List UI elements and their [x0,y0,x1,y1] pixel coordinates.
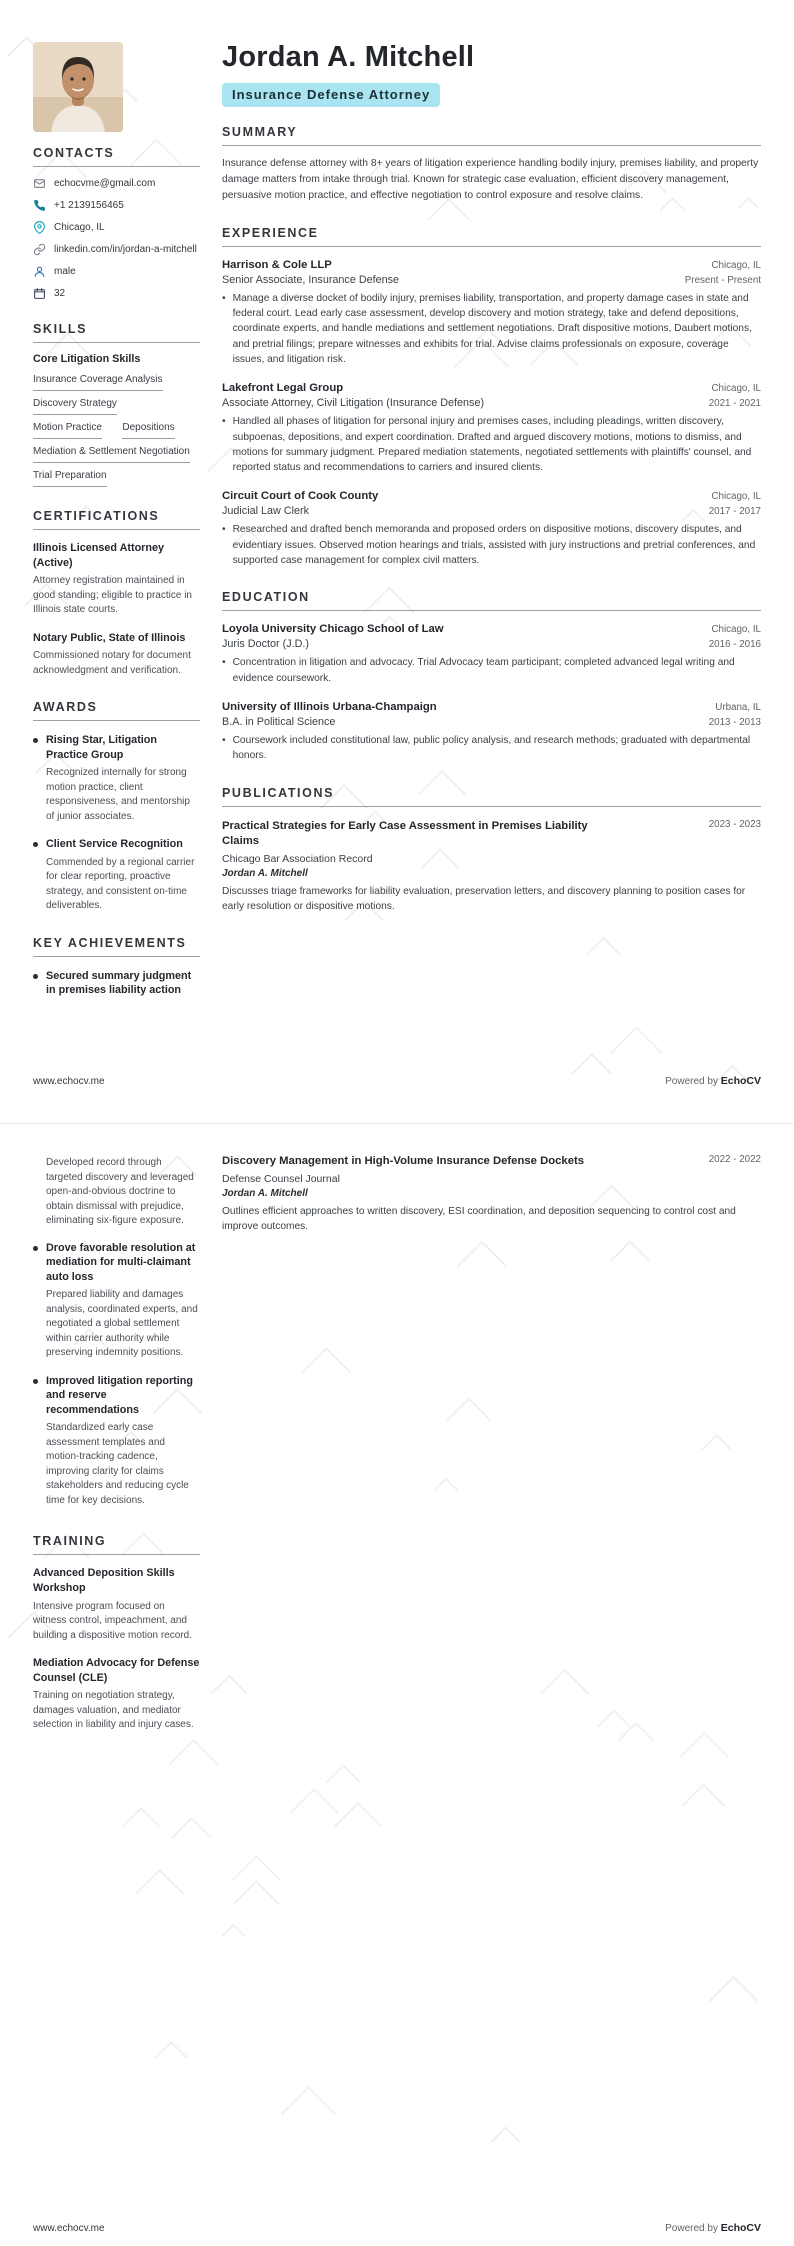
experience-entry [222,382,761,475]
job-role: Associate Attorney, Civil Litigation (Insurance Defense) [222,397,485,410]
link-icon [33,243,46,256]
powered-by [665,2222,761,2234]
key-achievements-section [33,936,200,998]
publication-source: Defense Counsel Journal [222,1172,340,1185]
publication-entry [222,819,761,915]
contact-item-location [33,221,200,234]
achievement-description: Developed record through targeted discovery and leveraged open-and-obvious doctrine to obtain dismissal with prejudice, eliminating six-figure exposure. [46,1157,194,1226]
skill-item: Mediation & Settlement Negotiation [33,439,190,463]
job-bullet-text: Researched and drafted bench memoranda and proposed orders on dispositive motions, discovery disputes, and evidentiary issues. Observed motion hearings and trials, assisted with jury instructions and pretrial conferences, and supported case management for complex civil matters. [232,524,756,567]
training-heading: TRAINING [33,1534,200,1555]
achievement-title: Improved litigation reporting and reserve recommendations [46,1374,193,1416]
education-dates: 2016 - 2016 [708,639,761,651]
location-icon [33,221,46,234]
training-description: Training on negotiation strategy, damages valuation, and mediator selection in liability and injury cases. [33,1690,194,1731]
certification-description: Commissioned notary for document acknowledgment and verification. [33,650,191,676]
certification-title: Illinois Licensed Attorney (Active) [33,542,164,569]
achievement-entry [33,1374,200,1509]
job-bullet-text: Handled all phases of litigation for personal injury and premises cases, including pleadings, written discovery, subpoenas, depositions, and expert coordination. Drafted and argued discovery motions, motions to dismiss, and motions for summary judgment. Prepared mediation statements, negotiated settlements with plaintiffs' counsel, and reported status and recommendations to carriers and insured clients. [232,416,752,474]
certification-description: Attorney registration maintained in good standing; eligible to practice in Illinois state courts. [33,575,192,616]
education-bullet-text: Concentration in litigation and advocacy. Trial Advocacy team participant; completed advanced legal writing and evidence coursework. [232,657,735,684]
school-location: Chicago, IL [711,624,761,636]
publication-author: Jordan A. Mitchell [222,1187,308,1199]
contact-item-phone[interactable] [33,199,200,212]
award-description: Commended by a regional carrier for clear reporting, proactive strategy, and consistent on-time deliverables. [46,856,195,912]
experience-section [222,226,761,569]
job-role: Judicial Law Clerk [222,505,310,518]
phone-icon [33,199,46,212]
award-entry [33,837,200,914]
award-title: Client Service Recognition [46,838,183,851]
contact-linkedin-text: linkedin.com/in/jordan-a-mitchell [54,244,197,255]
degree: Juris Doctor (J.D.) [222,638,309,651]
school-name: University of Illinois Urbana-Champaign [222,700,437,713]
page-footer [33,1075,761,1087]
achievement-description: Prepared liability and damages analysis, coordinated experts, and negotiated a global settlement within carrier authority while preserving indemnity positions. [46,1289,198,1359]
skills-section [33,322,200,487]
achievement-entry [33,969,200,998]
skill-item: Trial Preparation [33,463,107,487]
achievement-entry [33,1241,200,1361]
skill-item: Discovery Strategy [33,391,117,415]
experience-entry [222,259,761,367]
certifications-section [33,509,200,678]
bullet-dot-icon [33,738,38,743]
award-entry [33,733,200,824]
job-location: Chicago, IL [711,491,761,503]
publication-description: Discusses triage frameworks for liability evaluation, preservation letters, and discovery planning to position cases for early resolution or dispositive motions. [222,886,746,913]
achievement-title: Secured summary judgment in premises liability action [46,969,192,997]
award-title: Rising Star, Litigation Practice Group [46,734,157,761]
training-description: Intensive program focused on witness control, impeachment, and building a dispositive motion record. [33,1600,192,1641]
summary-text: Insurance defense attorney with 8+ years of litigation experience handling bodily injury, premises liability, and property damage matters from intake through trial. Known for strategic case evaluation, efficient discovery management, persuasive motion practice, and effective negotiation to control exposure and resolve claims. [222,157,759,201]
brand-name: EchoCV [720,2222,761,2234]
user-icon [33,265,46,278]
bullet-icon: • [222,657,226,669]
powered-by-prefix: Powered by [665,1076,718,1087]
bullet-dot-icon [33,1379,38,1384]
person-name: Jordan A. Mitchell [222,41,475,73]
publication-author: Jordan A. Mitchell [222,868,308,880]
education-entry [222,701,761,764]
right-column [222,1154,761,1746]
publication-dates: 2023 - 2023 [708,818,761,830]
skills-heading: SKILLS [33,322,200,343]
contact-age-text: 32 [54,288,66,299]
education-dates: 2013 - 2013 [708,716,761,728]
contact-phone-text: +1 2139156465 [54,200,124,211]
certification-entry [33,541,200,618]
contact-location-text: Chicago, IL [54,222,105,233]
training-section [33,1534,200,1732]
degree: B.A. in Political Science [222,715,336,728]
footer-site-link[interactable]: www.echocv.me [33,1076,105,1087]
contact-item-age [33,287,200,300]
job-bullet-text: Manage a diverse docket of bodily injury, premises liability, transportation, and property damage cases in state and federal court. Lead early case assessment, develop discovery and motion strategy, take and defend depositions, coordinate experts, and handle mediations and settlement negotiations. Draft dispositive motions, Daubert motions, and pretrial filings; prepare witnesses and exhibits for trial. Advise claims professionals on exposure, coverage issues, and litigation risk. [232,292,752,365]
publication-dates: 2022 - 2022 [708,1154,761,1165]
job-location: Chicago, IL [711,383,761,395]
company-name: Harrison & Cole LLP [222,258,332,271]
publication-description: Outlines efficient approaches to written discovery, ESI coordination, and deposition sequencing to control cost and improve outcomes. [222,1205,736,1233]
publication-title: Discovery Management in High-Volume Insurance Defense Dockets [222,1155,585,1167]
left-column [33,1154,200,1746]
contact-gender-text: male [54,266,76,277]
publication-entry [222,1154,761,1234]
school-name: Loyola University Chicago School of Law [222,623,444,636]
contacts-heading: CONTACTS [33,146,200,167]
contact-item-gender [33,265,200,278]
contact-item-linkedin[interactable] [33,243,200,256]
email-icon [33,177,46,190]
bullet-dot-icon [33,974,38,979]
contacts-section [33,146,200,300]
bullet-icon: • [222,416,226,428]
contact-item-email[interactable] [33,177,200,190]
key-achievements-heading: KEY ACHIEVEMENTS [33,936,200,957]
achievement-description: Standardized early case assessment templates and motion-tracking cadence, improving clarity for claims stakeholders and reducing cycle time for key decisions. [46,1422,189,1506]
awards-section [33,700,200,914]
job-title-badge: Insurance Defense Attorney [222,83,440,107]
profile-photo [33,42,123,132]
experience-entry [222,490,761,568]
contact-list [33,177,200,300]
summary-heading: SUMMARY [222,125,761,146]
bullet-dot-icon [33,1246,38,1251]
bullet-icon: • [222,734,226,746]
training-entry [33,1566,200,1643]
publications-section [222,786,761,915]
education-bullet-text: Coursework included constitutional law, public policy analysis, and research methods; graduated with departmental honors. [232,734,751,762]
training-entry [33,1656,200,1733]
company-name: Lakefront Legal Group [222,382,344,395]
summary-section [222,125,761,204]
left-column [33,42,200,1011]
calendar-icon [33,287,46,300]
training-title: Mediation Advocacy for Defense Counsel (CLE) [33,1657,200,1684]
bullet-icon: • [222,292,226,304]
achievement-title: Drove favorable resolution at mediation for multi-claimant auto loss [46,1241,196,1283]
skill-item: Motion Practice [33,415,102,439]
school-location: Urbana, IL [715,701,761,713]
education-heading: EDUCATION [222,590,761,611]
job-dates: 2017 - 2017 [708,506,761,518]
powered-by-prefix: Powered by [665,2223,718,2234]
page-2 [0,1123,794,2246]
footer-site-link[interactable]: www.echocv.me [33,2223,105,2234]
publication-title: Practical Strategies for Early Case Assessment in Premises Liability Claims [222,819,588,848]
bullet-dot-icon [33,842,38,847]
certifications-heading: CERTIFICATIONS [33,509,200,530]
education-entry [222,623,761,686]
award-description: Recognized internally for strong motion practice, client responsiveness, and mentorship of junior associates. [46,767,190,822]
job-dates: 2021 - 2021 [708,398,761,410]
powered-by [665,1075,761,1087]
right-column [222,42,761,1011]
skill-group-title: Core Litigation Skills [33,353,141,365]
certification-entry [33,631,200,679]
certification-title: Notary Public, State of Illinois [33,631,186,644]
education-section [222,590,761,763]
job-dates: Present - Present [684,274,761,286]
contact-email-text: echocvme@gmail.com [54,178,156,189]
skill-list [33,367,200,487]
training-title: Advanced Deposition Skills Workshop [33,1567,175,1594]
skill-item: Depositions [122,415,174,439]
skill-item: Insurance Coverage Analysis [33,367,163,391]
job-role: Senior Associate, Insurance Defense [222,273,400,286]
publications-heading: PUBLICATIONS [222,786,761,807]
experience-heading: EXPERIENCE [222,226,761,247]
company-name: Circuit Court of Cook County [222,490,379,503]
brand-name: EchoCV [720,1075,761,1087]
page-footer [33,2222,761,2234]
bullet-icon: • [222,524,226,536]
profile-photo-image [33,42,123,132]
awards-heading: AWARDS [33,700,200,721]
job-location: Chicago, IL [711,259,761,271]
publication-source: Chicago Bar Association Record [222,853,373,866]
